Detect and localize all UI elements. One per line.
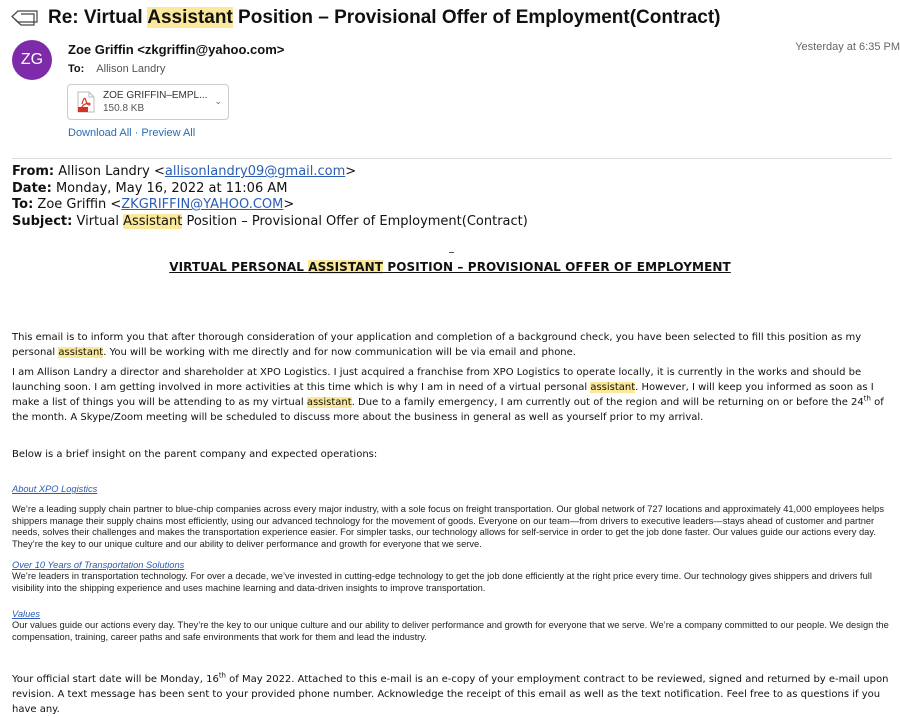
thread-tag-icon [10,9,40,27]
chevron-down-icon[interactable]: ⌄ [214,96,222,106]
divider-mark [449,252,454,253]
download-all-link[interactable]: Download All [68,127,132,139]
section-transportation [12,560,892,594]
subject-header [10,4,890,32]
section-heading: Over 10 Years of Transportation Solutions [12,560,185,570]
section-text: Our values guide our actions every day. They’re the key to our unique culture and our ability to deliver performance and growth for everyone that we serve. We’re a company committed to our people. We design the compensation, training, career paths and safe environments that work for them and lead the industry. [12,620,889,642]
section-text: We’re leaders in transportation technology. For over a decade, we’ve invested in cutting-edge technology to get the job done efficiently at the right price every time. Our technology gives shippers and drivers full visibility into the shipping experience and uses machine learning and data-driven insights to improve transportation. [12,571,872,593]
separator: · [134,127,139,139]
document-title: VIRTUAL PERSONAL ASSISTANT POSITION – PROVISIONAL OFFER OF EMPLOYMENT [169,260,731,274]
to-label-fwd: To: [12,197,34,212]
to-label: To: [68,63,85,75]
from-label: From: [12,164,55,179]
subject-title: Re: Virtual Assistant Position – Provisional Offer of Employment(Contract) [48,7,721,28]
recipient-name: Allison Landry [96,63,166,75]
preview-all-link[interactable]: Preview All [141,127,196,139]
section-values [12,609,892,643]
message-date: Yesterday at 6:35 PM [795,41,900,53]
to-email-link[interactable]: ZKGRIFFIN@YAHOO.COM [121,197,284,212]
paragraph-intro: This email is to inform you that after thorough consideration of your application and completion of a background check, you have been selected to fill this position as my personal assistant. You will be working with me directly and for now communication will be via email and phone. [12,332,862,358]
date-label: Date: [12,180,52,196]
section-about-xpo [12,484,892,550]
attachment-name: ZOE GRIFFIN–EMPL... [103,90,208,101]
from-email-link[interactable]: allisonlandry09@gmail.com [164,164,346,179]
section-heading: About XPO Logistics [12,484,98,494]
attachment-card[interactable] [67,84,229,120]
attachment-actions [68,127,195,139]
section-heading: Values [12,609,41,619]
attachment-size: 150.8 KB [103,103,145,114]
forwarded-header: From: Allison Landry <allisonlandry09@gmail.com> Date: Monday, May 16, 2022 at 11:06 AM To: Zoe Griffin <ZKGRIFFIN@YAHOO.COM> Subject: Virtual Assistant Position – Provisional Offer of Employment(Contract) [12,164,528,229]
paragraph-start-date: Your official start date will be Monday, 16th of May 2022. Attached to this e-mail is an e-copy of your employment contract to be reviewed, signed and returned by e-mail upon revision. A text message has been sent to your provided phone number. Acknowledge the receipt of this email as well as the text notification. Feel free to as questions if you have any. [12,671,889,715]
pdf-file-icon [77,91,95,113]
subject-label: Subject: [12,213,73,229]
divider [12,158,892,159]
sender-name: Zoe Griffin <zkgriffin@yahoo.com> [68,42,285,57]
section-text: We’re a leading supply chain partner to blue-chip companies across every major industry, with a sole focus on freight transportation. Our global network of 727 locations and approximately 41,000 employees helps shippers manage their supply chains most efficiently, using our advanced technology for the movement of goods. Everyone on our team—from drivers to executive leaders—stays ahead of customer and partner needs, solves their challenges and makes the transportation experience easier. For simpler tasks, our technology allows for self-service in order to get the job done faster. Our values guide our actions every day. They’re the key to our unique culture and our ability to deliver performance and growth for everyone that we serve. [12,504,884,549]
recipient-row [68,63,165,75]
paragraph-insight: Below is a brief insight on the parent company and expected operations: [12,449,378,460]
avatar: ZG [12,40,52,80]
paragraph-about-me: I am Allison Landry a director and shareholder at XPO Logistics. I just acquired a franchise from XPO Logistics to operate locally, it is currently in the works and should be launching soon. I am getting involved in more activities at this time which is why I am in need of a virtual personal assistant. However, I will keep you informed as soon as I make a list of things you will be attending to as my virtual assistant. Due to a family emergency, I am currently out of the region and will be returning on or before the 24th of the month. A Skype/Zoom meeting will be scheduled to discuss more about the business in general as well as yourself prior to my arrival. [12,367,884,423]
